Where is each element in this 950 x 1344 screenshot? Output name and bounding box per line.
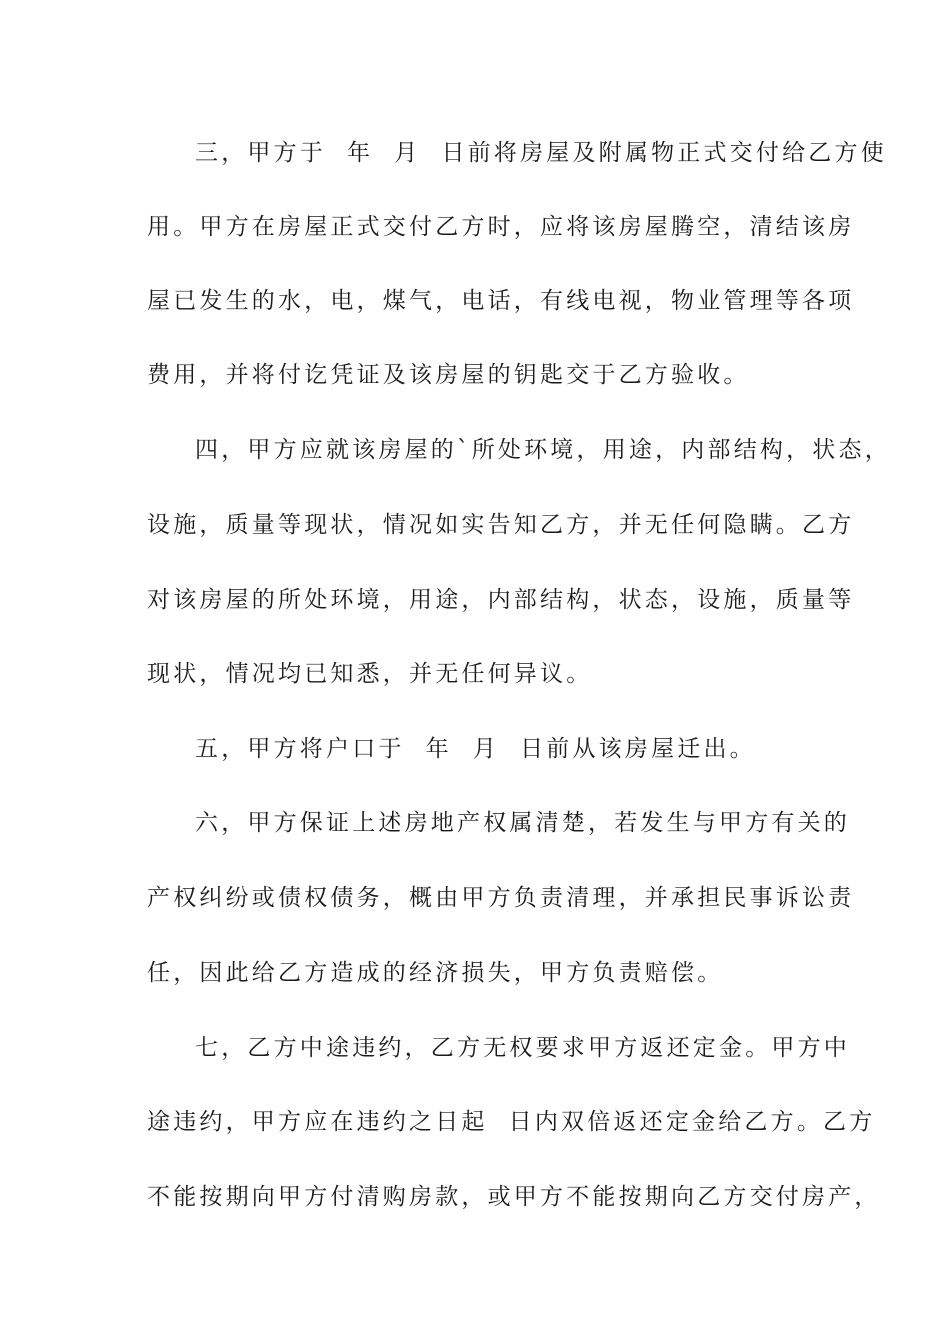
clause-4-line-4: 现状，情况均已知悉，并无任何异议。 [147,661,593,687]
clause-3-line-4: 费用，并将付讫凭证及该房屋的钥匙交于乙方验收。 [147,362,750,388]
clause-6-line-3: 任，因此给乙方造成的经济损失，甲方负责赔偿。 [147,960,724,986]
clause-7-line-2: 途违约，甲方应在违约之日起 日内双倍返还定金给乙方。乙方 [147,1109,876,1135]
clause-4-line-2: 设施，质量等现状，情况如实告知乙方，并无任何隐瞒。乙方 [147,512,855,538]
clause-6-line-2: 产权纠纷或债权债务，概由甲方负责清理，并承担民事诉讼责 [147,885,855,911]
clause-6-line-1: 六，甲方保证上述房地产权属清楚，若发生与甲方有关的 [195,810,850,836]
clause-3-line-1: 三，甲方于 年 月 日前将房屋及附属物正式交付给乙方使 [195,140,887,166]
clause-3-line-3: 屋已发生的水，电，煤气，电话，有线电视，物业管理等各项 [147,288,855,314]
clause-5-line-1: 五，甲方将户口于 年 月 日前从该房屋迁出。 [195,736,756,762]
clause-3-line-2: 用。甲方在房屋正式交付乙方时，应将该房屋腾空，清结该房 [147,214,855,240]
clause-7-line-1: 七，乙方中途违约，乙方无权要求甲方返还定金。甲方中 [195,1035,850,1061]
clause-4-line-3: 对该房屋的所处环境，用途，内部结构，状态，设施，质量等 [147,587,855,613]
clause-4-line-1: 四，甲方应就该房屋的`所处环境，用途，内部结构，状态， [195,437,891,463]
clause-7-line-3: 不能按期向甲方付清购房款，或甲方不能按期向乙方交付房产， [147,1184,881,1210]
